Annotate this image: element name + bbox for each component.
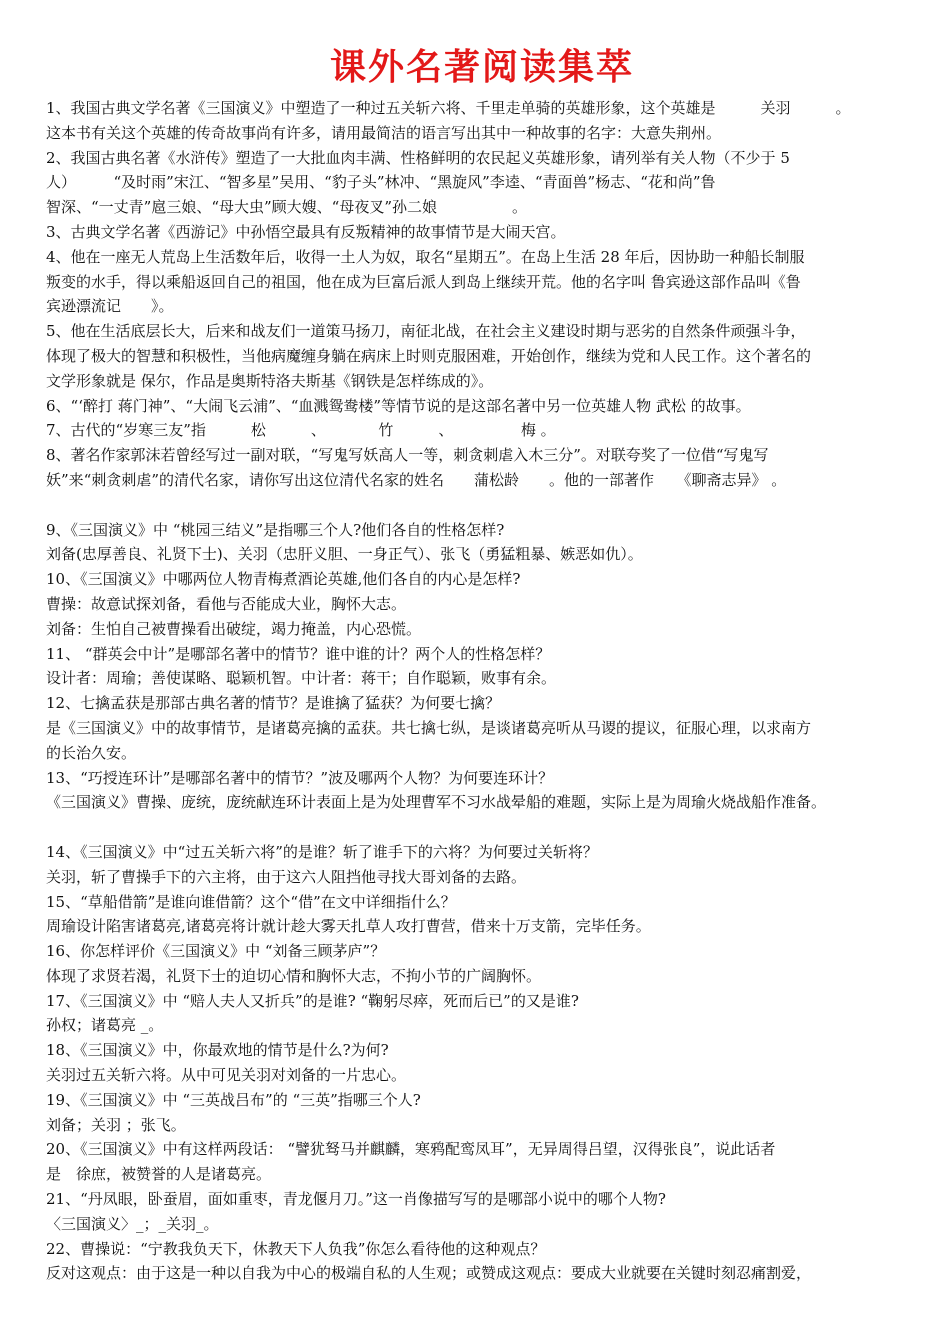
text-line: 是《三国演义》中的故事情节，是诸葛亮擒的孟获。共七擒七纵，是谈诸葛亮听从马谡的提议，征服心理，以求南方	[46, 718, 812, 737]
text-line: 刘备(忠厚善良、礼贤下士)、关羽（忠肝义胆、一身正气）、张飞（勇猛粗暴、嫉恶如仇）。	[46, 545, 643, 564]
text-line: 〈三国演义〉_；_关羽_。	[46, 1214, 219, 1233]
text-line: 6、“‘醉打 蒋门神”、“大闹飞云浦”、“血溅鸳鸯楼”等情节说的是这部名著中另一位英雄人物 武松 的故事。	[46, 396, 751, 415]
document-body	[46, 96, 918, 1286]
text-line: 关羽过五关斩六将。从中可见关羽对刘备的一片忠心。	[46, 1066, 407, 1085]
text-line: 10、《三国演义》中哪两位人物青梅煮酒论英雄,他们各自的内心是怎样?	[46, 570, 521, 589]
text-line: 2、我国古典名著《水浒传》塑造了一大批血肉丰满、性格鲜明的农民起义英雄形象，请列举有关人物（不少于 5	[46, 148, 790, 167]
text-line: 是 徐庶，被赞誉的人是诸葛亮。	[46, 1165, 272, 1184]
text-line: 周瑜设计陷害诸葛亮,诸葛亮将计就计趁大雾天扎草人攻打曹营，借来十万支箭，完毕任务。	[46, 917, 651, 936]
text-line: 18、《三国演义》中，你最欢地的情节是什么?为何?	[46, 1041, 389, 1060]
text-line: 17、《三国演义》中 “赔人夫人又折兵”的是谁? “鞠躬尽瘁，死而后已”的又是谁?	[46, 991, 579, 1010]
text-line: 4、他在一座无人荒岛上生活数年后，收得一土人为奴，取名“星期五”。在岛上生活 28 年后，因协助一种船长制服	[46, 247, 805, 266]
text-line: 22、曹操说：“宁教我负天下，休教天下人负我”你怎么看待他的这种观点？	[46, 1239, 546, 1258]
text-line: 12、七擒孟获是那部古典名著的情节？是谁擒了猛获？为何要七擒？	[46, 694, 501, 713]
text-line: 《三国演义》曹操、庞统，庞统献连环计表面上是为处理曹军不习水战晕船的难题，实际上是为周瑜火烧战船作准备。	[46, 793, 827, 812]
text-line: 9、《三国演义》中 “桃园三结义”是指哪三个人?他们各自的性格怎样?	[46, 520, 505, 539]
text-line: 智深、“一丈青”扈三娘、“母大虫”顾大嫂、“母夜叉”孙二娘 。	[46, 198, 528, 217]
text-line: 文学形象就是 保尔，作品是奥斯特洛夫斯基《钢铁是怎样练成的》。	[46, 371, 494, 390]
text-line: 设计者：周瑜；善使谋略、聪颖机智。中计者：蒋干；自作聪颖，败事有余。	[46, 669, 557, 688]
text-line: 1、我国古典文学名著《三国演义》中塑造了一种过五关斩六将、千里走单骑的英雄形象，这个英雄是 关羽 。	[46, 99, 851, 117]
text-line: 孙权；诸葛亮 _。	[46, 1016, 164, 1035]
text-line: 关羽，斩了曹操手下的六主将，由于这六人阻挡他寻找大哥刘备的去路。	[46, 867, 527, 886]
text-line: 14、《三国演义》中“过五关斩六将”的是谁？斩了谁手下的六将？为何要过关斩将？	[46, 842, 598, 861]
text-line: 16、你怎样评价《三国演义》中 “刘备三顾茅庐”？	[46, 942, 386, 961]
text-line: 体现了求贤若渴，礼贤下士的迫切心情和胸怀大志，不拘小节的广阔胸怀。	[46, 966, 542, 985]
text-line: 叛变的水手，得以乘船返回自己的祖国，他在成为巨富后派人到岛上继续开荒。他的名字叫 鲁宾逊这部作品叫《鲁	[46, 272, 801, 291]
text-line: 宾逊漂流记 》。	[46, 297, 174, 316]
text-line: 5、他在生活底层长大，后来和战友们一道策马扬刀，南征北战，在社会主义建设时期与恶劣的自然条件顽强斗争，	[46, 322, 806, 341]
text-line: 刘备；关羽 ；张飞。	[46, 1115, 186, 1134]
document-title: 课外名著阅读集萃	[329, 47, 634, 88]
text-line: 21、“丹凤眼，卧蚕眉，面如重枣，青龙偃月刀。”这一肖像描写写的是哪部小说中的哪个人物?	[46, 1190, 666, 1209]
text-line: 3、古典文学名著《西游记》中孙悟空最具有反叛精神的故事情节是大闹天宫。	[46, 222, 566, 241]
text-line: 19、《三国演义》中 “三英战吕布”的 “三英”指哪三个人?	[46, 1090, 421, 1109]
text-line: 反对这观点：由于这是一种以自我为中心的极端自私的人生观；或赞成这观点：要成大业就要在关键时刻忍痛割爱，	[46, 1264, 812, 1283]
text-line: 8、著名作家郭沫若曾经写过一副对联，“写鬼写妖高人一等，刺贪刺虐入木三分”。对联夸奖了一位借“写鬼写	[46, 446, 769, 465]
document-page	[46, 40, 918, 1286]
text-line: 13、“巧授连环计”是哪部名著中的情节？”波及哪两个人物？为何要连环计？	[46, 768, 554, 787]
text-line: 这本书有关这个英雄的传奇故事尚有许多，请用最简洁的语言写出其中一种故事的名字：大意失荆州。	[46, 123, 722, 142]
text-line: 的长治久安。	[46, 743, 137, 762]
text-line: 刘备：生怕自己被曹操看出破绽，竭力掩盖，内心恐慌。	[46, 619, 422, 638]
blank-line	[46, 493, 918, 518]
blank-line	[46, 815, 918, 840]
text-line: 妖”来“刺贪刺虐”的清代名家，请你写出这位清代名家的姓名 蒲松龄 。他的一部著作 《聊斋志异》 。	[46, 470, 787, 489]
text-line: 7、古代的“岁寒三友”指 松 、 竹 、 梅 。	[46, 421, 556, 440]
text-line: 20、《三国演义》中有这样两段话： “譬犹驽马并麒麟，寒鸦配鸾凤耳”，无异周得吕望，汉得张良”，说此话者	[46, 1140, 776, 1159]
text-line: 人） “及时雨”宋江、“智多星”吴用、“豹子头”林冲、“黑旋风”李逵、“青面兽”杨志、“花和尚”鲁	[46, 173, 716, 192]
text-line: 曹操：故意试探刘备，看他与否能成大业，胸怀大志。	[46, 594, 407, 613]
text-line: 15、“草船借箭”是谁向谁借箭？这个“借”在文中详细指什么？	[46, 892, 456, 911]
text-line: 11、 “群英会中计”是哪部名著中的情节？谁中谁的计？两个人的性格怎样？	[46, 644, 551, 663]
text-line: 体现了极大的智慧和积极性，当他病魔缠身躺在病床上时则克服困难，开始创作，继续为党和人民工作。这个著名的	[46, 346, 812, 365]
